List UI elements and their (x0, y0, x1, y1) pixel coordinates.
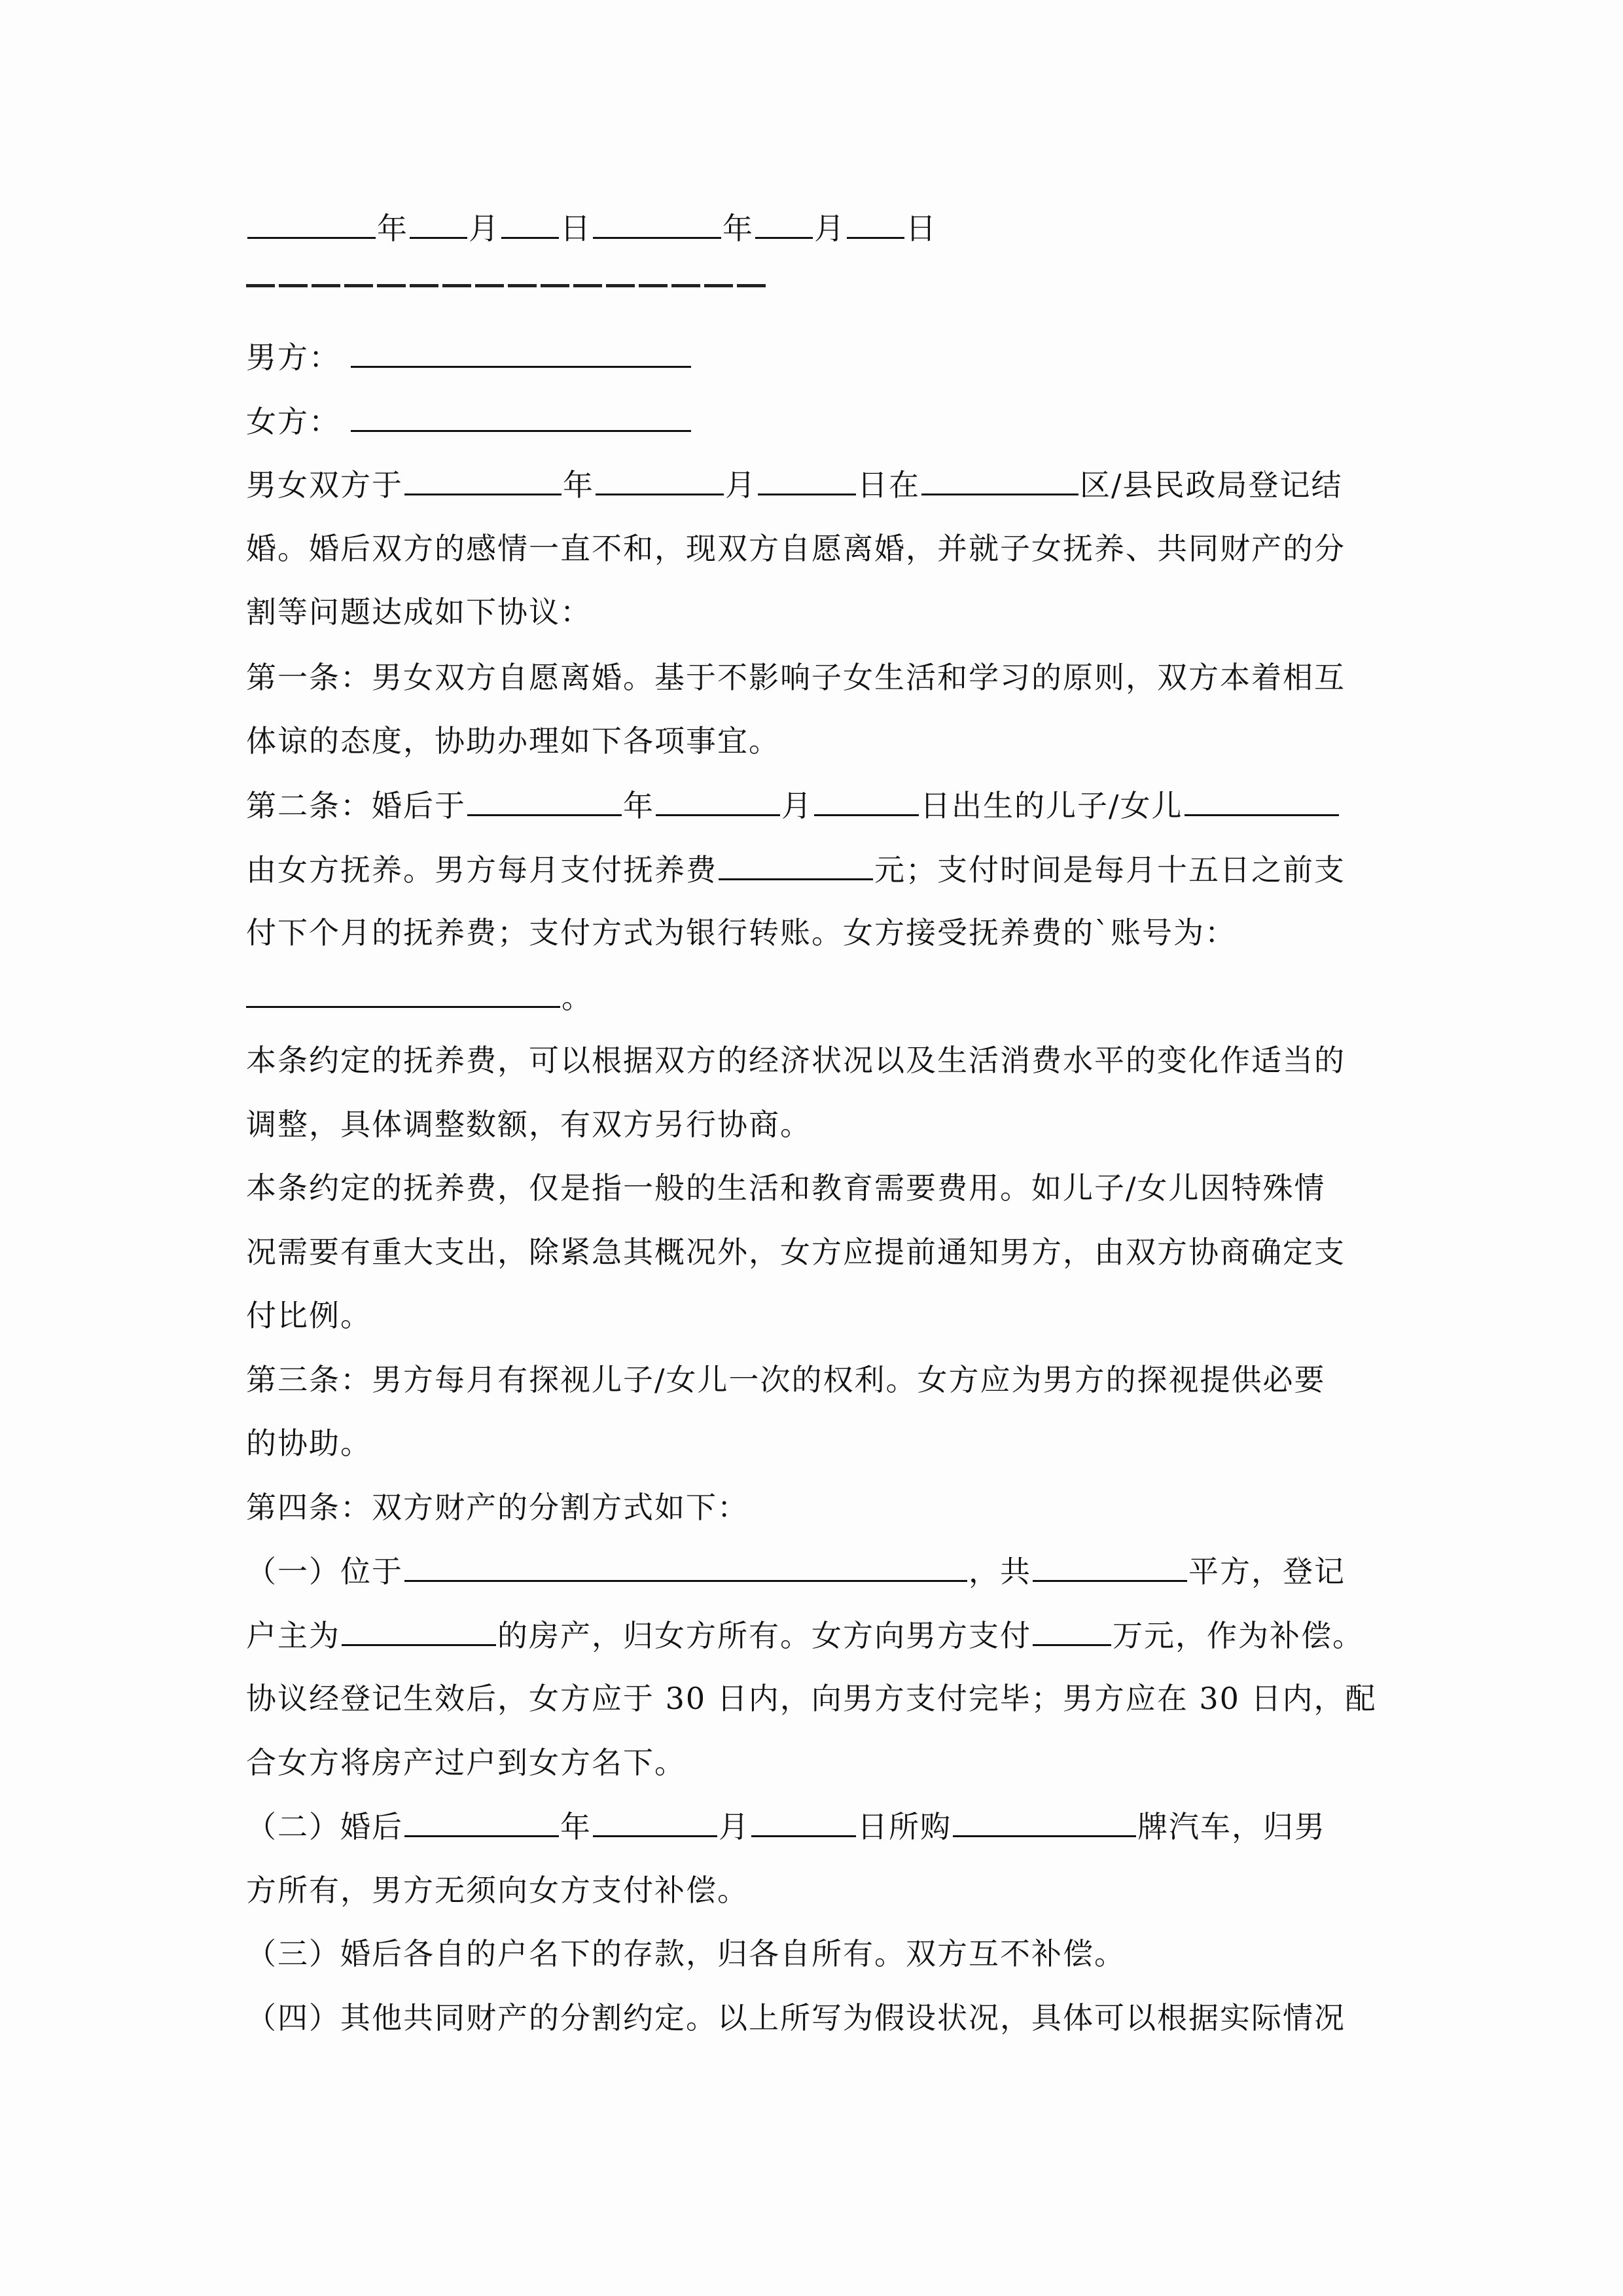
male-label: 男方： (246, 340, 340, 375)
female-label: 女方： (246, 404, 340, 439)
blank-car-month[interactable] (593, 1806, 717, 1837)
article4-title: 第四条：双方财产的分割方式如下： (246, 1490, 749, 1525)
blank-car-year[interactable] (404, 1806, 559, 1837)
article2-line-3: 付下个月的抚养费；支付方式为银行转账。女方接受抚养费的`账号为： (246, 915, 1236, 950)
blank-child-name[interactable] (1185, 785, 1339, 816)
article1-line-1: 第一条：男女双方自愿离婚。基于不影响子女生活和学习的原则，双方本着相互 (246, 660, 1346, 695)
article3-line-1: 第三条：男方每月有探视儿子/女儿一次的权利。女方应为男方的探视提供必要 (246, 1362, 1326, 1397)
text: 月 (725, 467, 757, 503)
article2-para2-line-2: 调整，具体调整数额，有双方另行协商。 (246, 1107, 812, 1142)
blank-marriage-day[interactable] (758, 465, 856, 495)
blank-birth-year[interactable] (467, 785, 622, 816)
blank-account-number[interactable] (246, 977, 560, 1008)
blank-property-location[interactable] (404, 1551, 967, 1582)
intro-line-3: 割等问题达成如下协议： (246, 594, 592, 630)
text: 日所购 (857, 1809, 952, 1844)
text: （一）位于 (246, 1554, 403, 1589)
blank-district[interactable] (921, 465, 1079, 495)
blank-month-2[interactable] (755, 208, 813, 239)
text: （二）婚后 (246, 1809, 403, 1844)
blank-birth-day[interactable] (814, 785, 919, 816)
label-month: 月 (469, 211, 500, 246)
article4-item1-line-3: 协议经登记生效后，女方应于 30 日内，向男方支付完毕；男方应在 30 日内，配 (246, 1681, 1377, 1716)
text: 年 (563, 467, 594, 503)
text: 平方，登记 (1188, 1554, 1346, 1589)
label-day: 日 (906, 211, 937, 246)
text: 男女双方于 (246, 467, 403, 503)
text: 日在 (857, 467, 920, 503)
article4-item2-line-2: 方所有，男方无须向女方支付补偿。 (246, 1873, 749, 1908)
article4-item1-line-1 (246, 1551, 1378, 1591)
text: 的房产，归女方所有。女方向男方支付 (497, 1618, 1031, 1653)
intro-line-2: 婚。婚后双方的感情一直不和，现双方自愿离婚，并就子女抚养、共同财产的分 (246, 531, 1346, 566)
blank-car-day[interactable] (751, 1806, 856, 1837)
label-year: 年 (722, 211, 754, 246)
date-row (246, 208, 1378, 248)
blank-car-brand[interactable] (953, 1806, 1136, 1837)
blank-month-1[interactable] (410, 208, 467, 239)
article2-para3-line-3: 付比例。 (246, 1298, 372, 1333)
blank-support-amount[interactable] (719, 850, 873, 880)
blank-birth-month[interactable] (656, 785, 780, 816)
blank-householder[interactable] (342, 1615, 496, 1646)
text: 。 (562, 980, 593, 1015)
blank-day-2[interactable] (847, 208, 904, 239)
dashed-separator (246, 284, 770, 287)
blank-marriage-year[interactable] (404, 465, 562, 495)
article1-line-2: 体谅的态度，协助办理如下各项事宜。 (246, 723, 780, 759)
female-party-row (246, 401, 1378, 441)
article2-line-1 (246, 785, 1378, 825)
label-day: 日 (560, 211, 592, 246)
text: 区/县民政局登记结 (1080, 467, 1343, 503)
label-month: 月 (814, 211, 846, 246)
blank-year-1[interactable] (247, 208, 376, 239)
article2-para2-line-1: 本条约定的抚养费，可以根据双方的经济状况以及生活消费水平的变化作适当的 (246, 1043, 1346, 1078)
text: 月 (781, 788, 813, 823)
text: 元；支付时间是每月十五日之前支 (874, 852, 1346, 888)
article2-line-2 (246, 850, 1378, 889)
article2-para3-line-2: 况需要有重大支出，除紧急其概况外，女方应提前通知男方，由双方协商确定支 (246, 1234, 1346, 1270)
article4-item1-line-4: 合女方将房产过户到女方名下。 (246, 1745, 686, 1780)
blank-day-1[interactable] (501, 208, 559, 239)
male-name-field[interactable] (351, 337, 691, 368)
female-name-field[interactable] (351, 401, 691, 432)
text: 年 (560, 1809, 592, 1844)
blank-compensation-amount[interactable] (1033, 1615, 1111, 1646)
male-party-row (246, 337, 1378, 377)
text: ，共 (969, 1554, 1031, 1589)
blank-marriage-month[interactable] (596, 465, 724, 495)
blank-property-area[interactable] (1033, 1551, 1187, 1582)
text: 由女方抚养。男方每月支付抚养费 (246, 852, 717, 888)
text: 牌汽车，归男 (1137, 1809, 1326, 1844)
text: 月 (719, 1809, 750, 1844)
article4-item1-line-2 (246, 1615, 1378, 1655)
text: 日出生的儿子/女儿 (920, 788, 1183, 823)
text: 年 (623, 788, 654, 823)
text: 第二条：婚后于 (246, 788, 466, 823)
text: 户主为 (246, 1618, 340, 1653)
intro-line-1 (246, 465, 1378, 505)
article3-line-2: 的协助。 (246, 1426, 372, 1461)
article4-item3: （三）婚后各自的户名下的存款，归各自所有。双方互不补偿。 (246, 1936, 1126, 1971)
article4-item4: （四）其他共同财产的分割约定。以上所写为假设状况，具体可以根据实际情况 (246, 2000, 1346, 2036)
article2-line-4 (246, 977, 1378, 1017)
article2-para3-line-1: 本条约定的抚养费，仅是指一般的生活和教育需要费用。如儿子/女儿因特殊情 (246, 1170, 1326, 1206)
label-year: 年 (377, 211, 408, 246)
blank-year-2[interactable] (593, 208, 721, 239)
article4-item2-line-1 (246, 1806, 1378, 1846)
text: 万元，作为补偿。 (1113, 1618, 1364, 1653)
